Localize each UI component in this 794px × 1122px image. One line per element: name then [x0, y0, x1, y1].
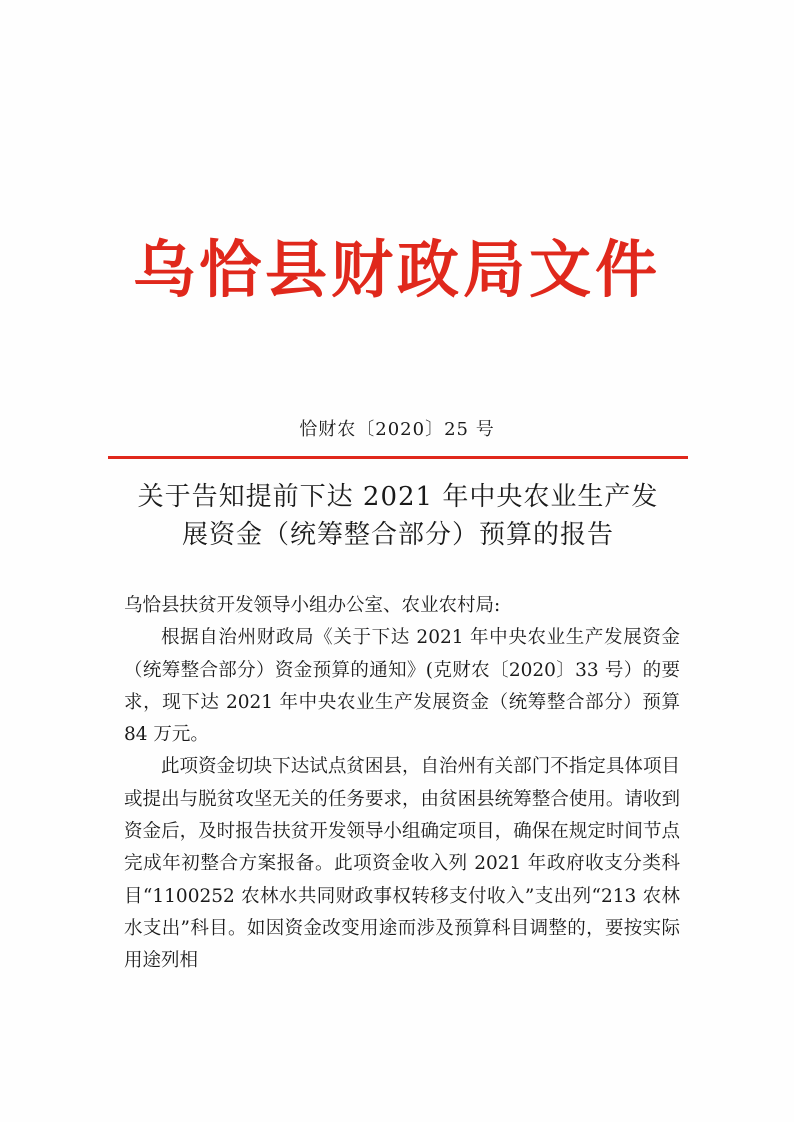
- salutation: 乌恰县扶贫开发领导小组办公室、农业农村局:: [124, 595, 501, 616]
- paragraph-1: 根据自治州财政局《关于下达 2021 年中央农业生产发展资金（统筹整合部分）资金预算的通知》(克财农〔2020〕33 号）的要求，现下达 2021 年中央农业生产发展资金（统筹整合部分）预算 84 万元。: [124, 627, 680, 746]
- paragraph-2: 此项资金切块下达试点贫困县，自治州有关部门不指定具体项目或提出与脱贫攻坚无关的任务要求，由贫困县统筹整合使用。请收到资金后，及时报告扶贫开发领导小组确定项目，确保在规定时间节点完成年初整合方案报备。此项资金收入列 2021 年政府收支分类科目“1100252 农林水共同财政事权转移支付收入”支出列“213 农林水支出”科目。如因资金改变用途而涉及预算科目调整的，要按实际用途列相: [124, 756, 680, 972]
- document-title: [108, 478, 688, 554]
- masthead-title: 乌恰县财政局文件: [132, 233, 661, 306]
- red-divider: [108, 456, 688, 459]
- title-line-2: 展资金（统筹整合部分）预算的报告: [181, 520, 614, 550]
- title-line-1: 关于告知提前下达 2021 年中央农业生产发: [137, 482, 659, 512]
- document-body: [124, 590, 680, 978]
- document-number: 恰财农〔2020〕25 号: [299, 419, 495, 440]
